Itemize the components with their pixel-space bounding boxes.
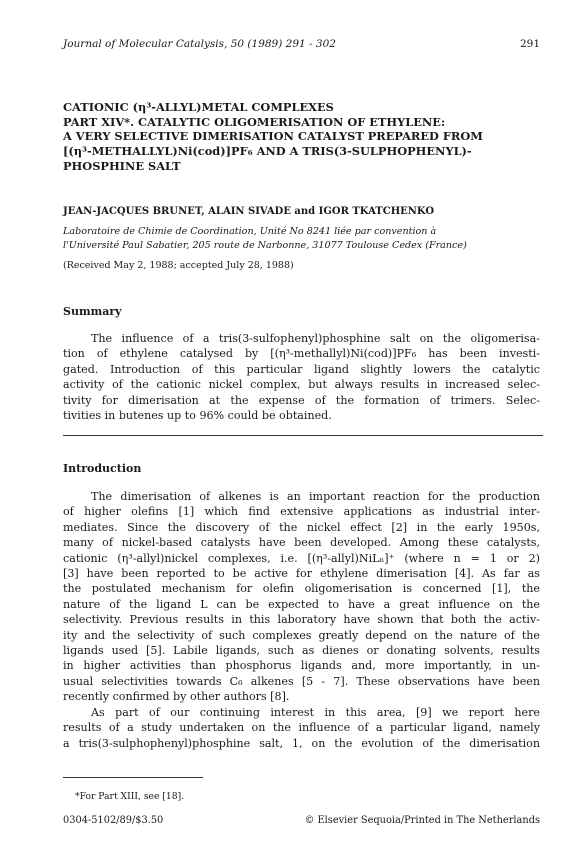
summary-line: tivity for dimerisation at the expense of the formation of trimers. Selec- [63, 393, 540, 407]
summary-line: gated. Introduction of this particular ligand slightly lowers the catalytic [63, 362, 540, 376]
intro-line: mediates. Since the discovery of the nickel effect [2] in the early 1950s, [63, 520, 540, 534]
footnote: *For Part XIII, see [18]. [75, 791, 185, 802]
author-list: JEAN-JACQUES BRUNET, ALAIN SIVADE and IGOR TKATCHENKO [63, 206, 435, 217]
summary-body [63, 331, 540, 423]
intro-line: [3] have been reported to be active for ethylene dimerisation [4]. As far as [63, 567, 540, 581]
intro-line: cationic (η³-allyl)nickel complexes, i.e. [(η³-allyl)NiLₙ]⁺ (where n = 1 or 2) [63, 551, 540, 565]
affiliation-line: l'Université Paul Sabatier, 205 route de Narbonne, 31077 Toulouse Cedex (France) [63, 239, 467, 251]
intro-line: in higher activities than phosphorus ligands and, more importantly, in un- [63, 659, 540, 673]
title-line: A VERY SELECTIVE DIMERISATION CATALYST PREPARED FROM [63, 129, 483, 144]
intro-line: usual selectivities towards C₆ alkenes [5 - 7]. These observations have been [63, 674, 540, 688]
summary-line: activity of the cationic nickel complex, but always results in increased selec- [63, 378, 540, 392]
introduction-body [63, 489, 540, 751]
intro-line: results of a study undertaken on the influence of a particular ligand, namely [63, 721, 540, 735]
issn-price: 0304-5102/89/$3.50 [63, 815, 164, 826]
section-divider [63, 435, 543, 436]
summary-line: tion of ethylene catalysed by [(η³-methallyl)Ni(cod)]PF₆ has been investi- [63, 347, 540, 361]
title-line: CATIONIC (η³-ALLYL)METAL COMPLEXES [63, 100, 334, 114]
received-dates: (Received May 2, 1988; accepted July 28, 1988) [63, 260, 294, 271]
intro-line: many of nickel-based catalysts have been developed. Among these catalysts, [63, 536, 540, 550]
publisher-line: © Elsevier Sequoia/Printed in The Netherlands [304, 815, 540, 826]
intro-line: the postulated mechanism for olefin oligomerisation is concerned [1], the [63, 582, 540, 596]
intro-line: The dimerisation of alkenes is an important reaction for the production [91, 490, 540, 503]
affiliation [63, 225, 543, 252]
page-footer [63, 815, 540, 826]
intro-line: As part of our continuing interest in this area, [9] we report here [91, 705, 540, 719]
summary-line: tivities in butenes up to 96% could be obtained. [63, 409, 332, 423]
intro-line: of higher olefins [1] which find extensive applications as industrial inter- [63, 505, 540, 519]
intro-line: nature of the ligand L can be expected to have a great influence on the [63, 597, 540, 611]
intro-line: ity and the selectivity of such complexes greatly depend on the nature of the [63, 628, 540, 642]
footnote-divider [63, 777, 203, 778]
title-line: PART XIV*. CATALYTIC OLIGOMERISATION OF ETHYLENE: [63, 114, 446, 129]
introduction-heading: Introduction [63, 462, 142, 475]
running-header [63, 38, 540, 50]
intro-line: a tris(3-sulphophenyl)phosphine salt, 1, on the evolution of the dimerisation [63, 736, 540, 750]
page-number: 291 [519, 38, 540, 50]
title-line: PHOSPHINE SALT [63, 158, 181, 173]
affiliation-line: Laboratoire de Chimie de Coordination, Unité No 8241 liée par convention à [63, 226, 437, 237]
title-line: [(η³-METHALLYL)Ni(cod)]PF₆ AND A TRIS(3-SULPHOPHENYL)- [63, 144, 472, 159]
summary-heading: Summary [63, 305, 122, 318]
intro-line: selectivity. Previous results in this laboratory have shown that both the activ- [63, 613, 540, 627]
paper-title [63, 100, 543, 174]
summary-line: The influence of a tris(3-sulfophenyl)phosphine salt on the oligomerisa- [91, 332, 540, 345]
intro-line: ligands used [5]. Labile ligands, such as dienes or donating solvents, results [63, 644, 540, 658]
intro-line: recently confirmed by other authors [8]. [63, 690, 290, 704]
journal-citation: Journal of Molecular Catalysis, 50 (1989) 291 - 302 [63, 38, 336, 50]
